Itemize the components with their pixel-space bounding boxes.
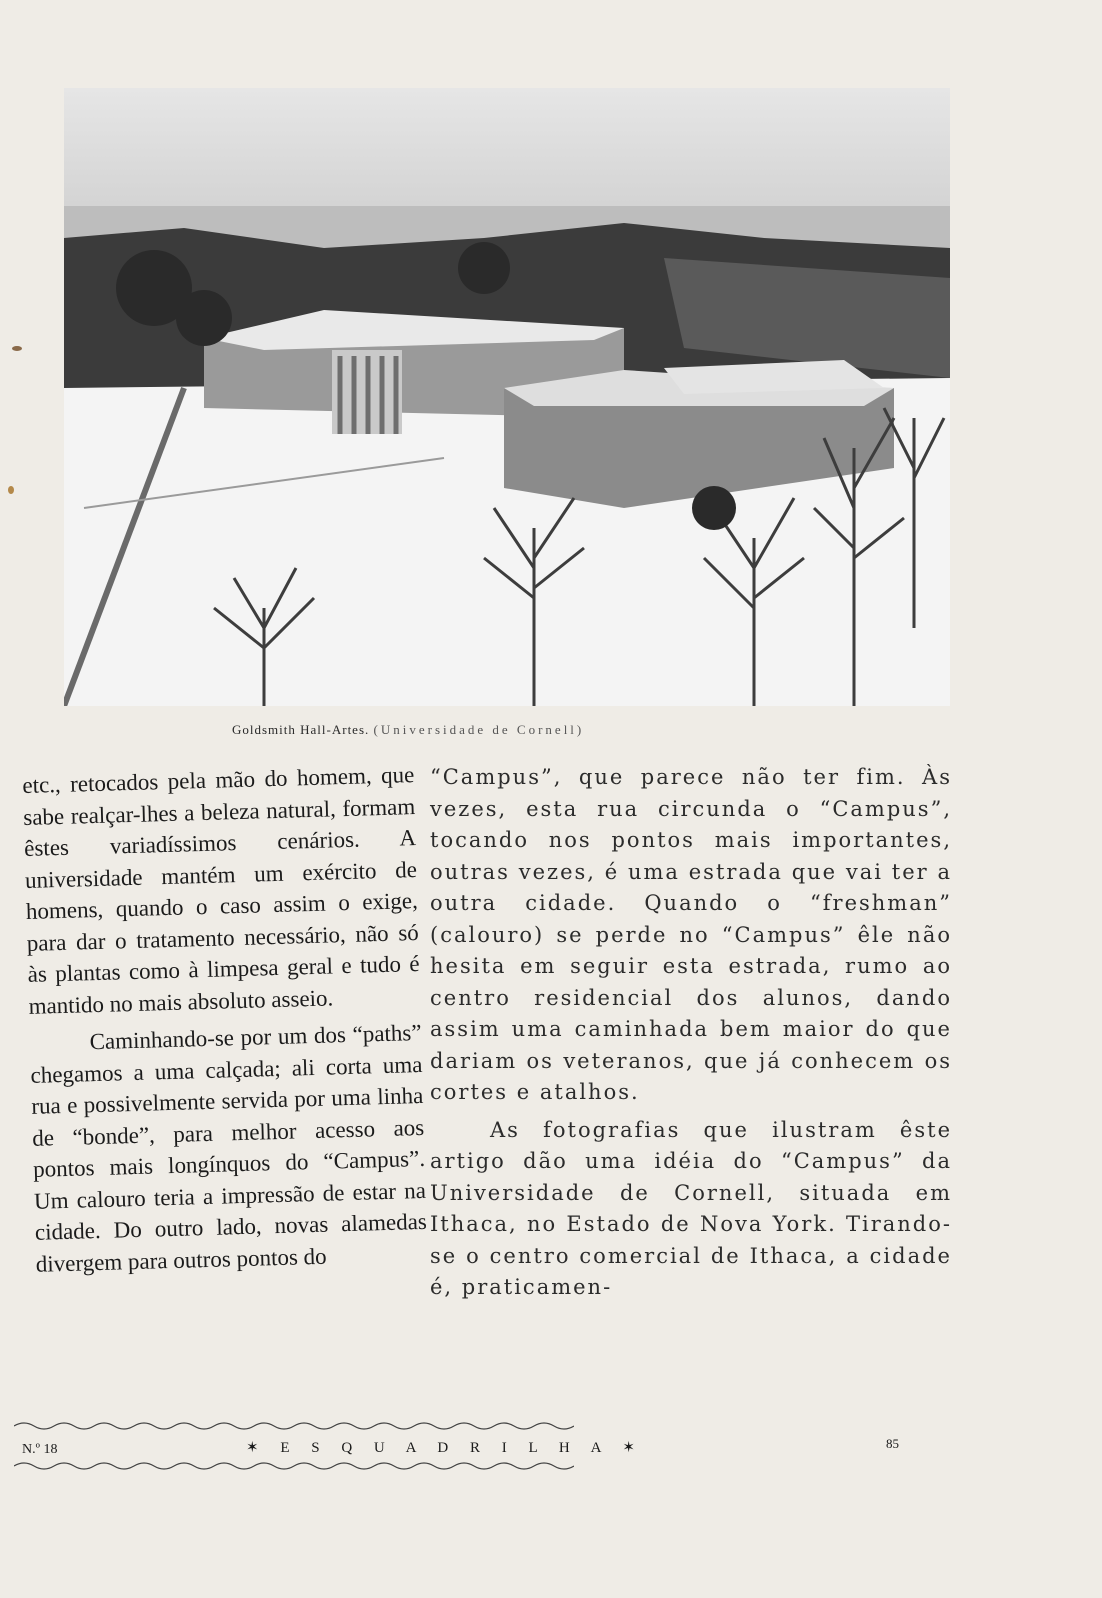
decorative-wave-rule — [14, 1420, 574, 1432]
caption-main: Goldsmith Hall-Artes. — [232, 722, 370, 737]
paper-stain — [12, 346, 22, 351]
right-paragraph: “Campus”, que parece não ter fim. Às vezes, esta rua circunda o “Campus”, tocando nos pontos mais importantes, outras vezes, é uma estrada que vai ter a outra cidade. Quando o “freshman” (calouro) se perde no “Campus” êle não hesita em seguir esta estrada, rumo ao centro residencial dos alunos, dando assim uma caminhada bem maior do que dariam os veteranos, que já conhecem os cortes e atalhos. — [430, 765, 952, 1104]
left-paragraph: etc., retocados pela mão do homem, que sabe realçar-lhes a beleza natural, formam êstes variadíssimos cenários. A universidade mantém um exército de homens, quando o caso assim o exige, para dar o tratamento necessário, não só às plantas como à limpesa geral e tudo é mantido no mais absoluto asseio. — [22, 762, 420, 1019]
issue-number: N.º 18 — [22, 1442, 58, 1457]
decorative-wave-rule — [14, 1460, 574, 1472]
paper-stain — [8, 486, 14, 494]
left-column — [22, 759, 428, 1280]
photo-caption — [232, 722, 752, 738]
magazine-title: ✶ E S Q U A D R I L H A ✶ — [246, 1440, 644, 1456]
caption-sub: (Universidade de Cornell) — [373, 722, 585, 737]
campus-photo — [64, 88, 950, 706]
page-footer — [14, 1420, 934, 1480]
right-paragraph: As fotografias que ilustram êste artigo dão uma idéia do “Campus” da Universidade de Cornell, situada em Ithaca, no Estado de Nova York. Tirando-se o centro comercial de Ithaca, a cidade é, praticamen- — [430, 1117, 952, 1299]
left-paragraph: Caminhando-se por um dos “paths” chegamos a uma calçada; ali corta uma rua e possivelmente servida por uma linha de “bonde”, para melhor acesso aos pontos mais longínquos do “Campus”. Um calouro teria a impressão de estar na cidade. Do outro lado, novas alamedas divergem para outros pontos do — [30, 1019, 428, 1277]
page-number: 85 — [886, 1436, 899, 1451]
goldsmith-hall-photo-illustration — [64, 88, 950, 706]
right-column — [430, 762, 952, 1304]
